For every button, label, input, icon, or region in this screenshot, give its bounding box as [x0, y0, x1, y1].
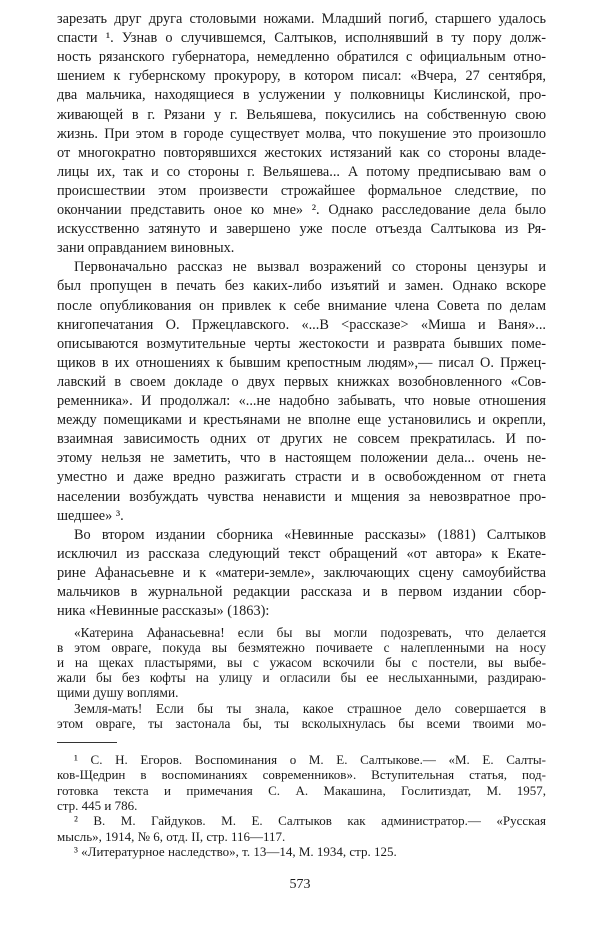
- text-line: зани оправданием виновных.: [57, 240, 235, 257]
- footnote-divider: [57, 742, 117, 743]
- text-line: жизнь. При этом в городе существует молва, что покушение это произошло: [57, 125, 546, 142]
- text-line: описываются возмутительные черты жестокости и разврата бывших поме-: [57, 335, 546, 352]
- text-line: взаимная зависимость одних от других не совсем прекратилась. И по-: [57, 431, 546, 448]
- footnote-line: мысль», 1914, № 6, отд. II, стр. 116—117.: [57, 828, 286, 844]
- text-line: книгопечатания О. Пржецлавского. «...В <рассказе> «Миша и Ваня»...: [57, 316, 546, 333]
- text-line: лавский в своем докладе о двух первых книжках возобновленного «Сов-: [57, 373, 546, 390]
- text-line: два мальчика, находящиеся в услужении у полковницы Кислинской, про-: [57, 87, 546, 104]
- text-line: Во втором издании сборника «Невинные рассказы» (1881) Салтыков: [74, 526, 546, 543]
- footnote-line: ³ «Литературное наследство», т. 13—14, М. 1934, стр. 125.: [74, 843, 397, 859]
- footnote-line: ков-Щедрин в воспоминаниях современников». Вступительная статья, под-: [57, 767, 546, 783]
- text-line: щиков в их отношениях к бывшим крепостным людям»,— писал О. Пржец-: [57, 354, 546, 371]
- text-line: происшествии этом произвести строжайшее формальное следствие, по: [57, 182, 546, 199]
- text-line: был пропущен в печать без каких-либо изъятий и замен. Однако вскоре: [57, 278, 546, 295]
- quote-line: жали бы без кофты на улицу и огласили бы ее неслыханными, раздираю-: [57, 670, 546, 686]
- text-line: окончании представить оное ко мне» ². Однако расследование дела было: [57, 202, 546, 218]
- quote-line: и на щеках пластырями, вы с ужасом вскочили бы с постели, вы выбе-: [57, 655, 546, 671]
- text-line: уместно и даже вредно разжигать страсти и в освобожденном от гнета: [57, 469, 546, 486]
- text-line: ника «Невинные рассказы» (1863):: [57, 603, 270, 620]
- text-line: этому нельзя не заметить, что в настоящем положении дела... очень не-: [57, 450, 546, 467]
- text-line: от многократно повторявшихся жестоких истязаний как со стороны владе-: [57, 144, 546, 161]
- text-line: населении возбуждать чувства ненависти и мщения за невозвратное про-: [57, 488, 546, 505]
- text-line: Первоначально рассказ не вызвал возражений со стороны цензуры и: [74, 259, 546, 276]
- text-line: живающей в г. Рязани у г. Вельяшева, покусились на собственную свою: [57, 106, 546, 123]
- text-line: после опубликования он привлек к себе внимание члена Совета по делам: [57, 297, 546, 314]
- text-line: мальчиков в журнальной редакции рассказа и в первом издании сбор-: [57, 584, 546, 600]
- footnote-line: ¹ С. Н. Егоров. Воспоминания о М. Е. Салтыкове.— «М. Е. Салты-: [74, 752, 546, 767]
- text-line: искусственно затянуто и завершено уже после отъезда Салтыкова из Ря-: [57, 221, 546, 238]
- text-line: шедшее» ³.: [57, 507, 124, 524]
- footnote-line: готовка текста и примечания С. А. Макашина, Гослитиздат, М. 1957,: [57, 782, 546, 798]
- footnote-line: ² В. М. Гайдуков. М. Е. Салтыков как администратор.— «Русская: [74, 813, 546, 829]
- quote-line: в этом овраге, покуда вы безмятежно почиваете с налепленными на носу: [57, 640, 546, 656]
- quote-line: Земля-мать! Если бы ты знала, какое страшное дело совершается в: [74, 700, 546, 716]
- text-line: ременника». И продолжал: «...не надобно забывать, что новые отношения: [57, 393, 546, 409]
- quote-line: щими душу воплями.: [57, 685, 179, 701]
- text-line: спасти ¹. Узнав о случившемся, Салтыков, исполнявший в ту пору долж-: [57, 30, 546, 47]
- text-line: между помещиками и крестьянами не вполне еще установились и окрепли,: [57, 412, 546, 429]
- text-line: лицы их, так и со стороны г. Вельяшева... А потому предписываю вам о: [57, 163, 546, 180]
- footnote-line: стр. 445 и 786.: [57, 797, 138, 813]
- quote-line: «Катерина Афанасьевна! если бы вы могли подозревать, что делается: [74, 625, 546, 640]
- text-line: зарезать друг друга столовыми ножами. Младший погиб, старшего удалось: [57, 11, 546, 27]
- text-line: исключил из рассказа следующий текст обращений «от автора» к Екате-: [57, 545, 546, 562]
- text-line: рине Афанасьевне и к «матери-земле», заключающих сцену самоубийства: [57, 564, 546, 581]
- text-line: шением к губернскому прокурору, в котором писал: «Вчера, 27 сентября,: [57, 68, 546, 85]
- page-number: 573: [289, 877, 311, 892]
- text-line: ность рязанского губернатора, немедленно обратился с официальным отно-: [57, 49, 546, 66]
- quote-line: этом овраге, ты застонала бы, ты всколыхнулась бы всеми твоими мо-: [57, 715, 546, 731]
